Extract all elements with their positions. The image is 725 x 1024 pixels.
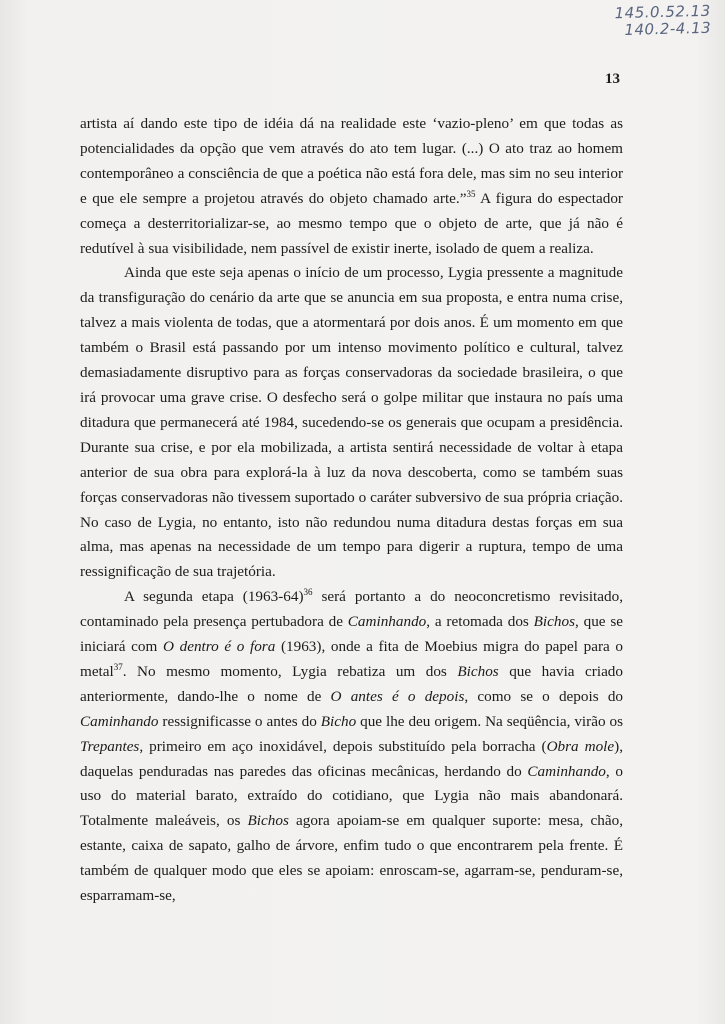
- paragraph-1-text-2: A figura do espectador começa a desterritorializar-se, ao mesmo tempo que o objeto de arte, que já não é redutível à sua visibilidade, nem passível de existir inerte, isolado de quem a realiza.: [80, 189, 623, 257]
- work-title: Bichos: [247, 812, 289, 830]
- work-title: Caminhando: [347, 613, 427, 631]
- archive-stamp: [611, 3, 712, 40]
- paragraph-3-text: ressignificasse o antes do: [158, 712, 321, 730]
- archive-stamp-line-2: 140.2-4.13: [624, 18, 712, 39]
- paragraph-3-text: que lhe deu origem. Na seqüência, virão os: [356, 712, 623, 730]
- work-title: Bichos: [533, 613, 575, 631]
- work-title: Obra mole: [546, 737, 615, 755]
- work-title: Caminhando: [527, 762, 606, 780]
- work-title: Bichos: [457, 662, 499, 680]
- paragraph-1: [80, 112, 623, 261]
- paragraph-1-text-1: artista aí dando este tipo de idéia dá na realidade este ‘vazio-pleno’ em que todas as potencialidades da opção que vem através do ato tem lugar. (...) O ato traz ao homem contemporâneo a consciência de que a poética não está fora dele, mas sim no seu interior e que ele sempre a projetou através do objeto chamado arte.”: [80, 115, 623, 207]
- footnote-ref-36: 36: [303, 587, 313, 598]
- paragraph-2: Ainda que este seja apenas o início de um processo, Lygia pressente a magnitude da transfiguração do cenário da arte que se anuncia em sua proposta, e entra numa crise, talvez a mais violenta de todas, que a atormentará por dois anos. É um momento em que também o Brasil está passando por um intenso movimento político e cultural, talvez demasiadamente disruptivo para as forças conservadoras da sociedade brasileira, o que irá provocar uma grave crise. O desfecho será o golpe militar que instaura no país uma ditadura que permanecerá até 1984, sucedendo-se os generais que ocupam a presidência. Durante sua crise, e por ela mobilizada, a artista sentirá necessidade de voltar à etapa anterior de sua obra para explorá-la à luz da nova descoberta, como se também suas forças conservadoras não tivessem suportado o caráter subversivo de sua própria criação. No caso de Lygia, no entanto, isto não redundou numa ditadura destas forças em sua alma, mas apenas na necessidade de um tempo para digerir a ruptura, tempo de uma ressignificação de sua trajetória.: [80, 264, 623, 581]
- paragraph-3-text: , primeiro em aço inoxidável, depois substituído pela borracha (: [139, 737, 547, 755]
- archive-stamp-line-1: 145.0.52.13: [614, 1, 711, 23]
- paragraph-3: [80, 585, 623, 909]
- paragraph-3-text: . No mesmo momento, Lygia rebatiza um dos: [122, 662, 458, 680]
- paragraph-3-text: , o uso do material barato, extraído do cotidiano, que Lygia não mais abandonará. Totalmente maleáveis, os: [80, 762, 623, 830]
- body-text: [80, 112, 623, 909]
- work-title: Trepantes: [80, 737, 140, 755]
- work-title: Bicho: [320, 712, 357, 730]
- footnote-ref-35: 35: [466, 188, 476, 199]
- paragraph-3-text: , que se iniciará com: [80, 613, 623, 656]
- paragraph-3-text: que havia criado anteriormente, dando-lhe o nome de: [80, 662, 623, 705]
- work-title: O dentro é o fora: [162, 638, 276, 656]
- footnote-ref-37: 37: [113, 661, 123, 672]
- page-number: 13: [605, 71, 620, 87]
- work-title: O antes é o depois: [330, 687, 465, 705]
- paragraph-3-text: ), daquelas penduradas nas paredes das oficinas mecânicas, herdando do: [80, 737, 624, 780]
- paragraph-3-text: agora apoiam-se em qualquer suporte: mesa, chão, estante, caixa de sapato, galho de árvore, enfim tudo o que encontrarem pela frente. É também de qualquer modo que eles se apoiam: enroscam-se, agarram-se, penduram-se, esparramam-se,: [80, 812, 623, 905]
- paragraph-3-text: A segunda etapa (1963-64): [124, 588, 304, 606]
- paragraph-3-text: , como se o depois do: [464, 687, 624, 705]
- paragraph-3-text: será portanto a do neoconcretismo revisitado, contaminado pela presença pertubadora de: [80, 588, 623, 631]
- paragraph-3-text: (1963), onde a fita de Moebius migra do papel para o metal: [80, 638, 623, 680]
- work-title: Caminhando: [80, 712, 159, 730]
- paragraph-3-text: , a retomada dos: [426, 613, 534, 631]
